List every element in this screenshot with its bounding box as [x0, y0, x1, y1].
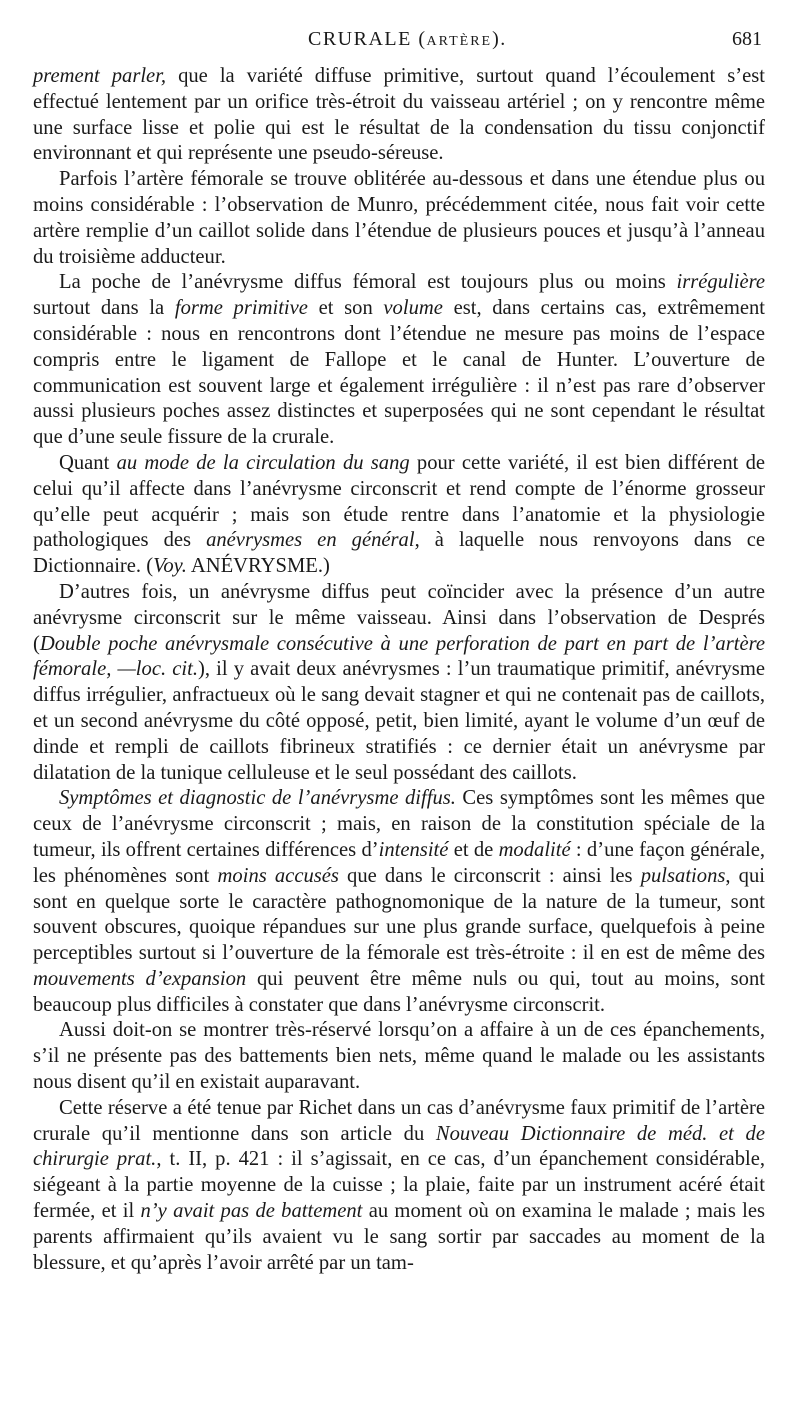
italic-run: mouvements d’expansion — [33, 967, 247, 990]
italic-run: Voy. — [153, 555, 187, 578]
text-run: , qui sont en quelque sorte le caractère pathognomonique de la nature de la tumeur, sont souvent obscures, quoique répandues sur une plus grande surface, quelquefois à peine perceptibles surtout si l’ouverture de la fémorale est très-étroite : il en est de même des — [33, 864, 765, 965]
italic-run: moins accusés — [217, 864, 339, 887]
italic-run: forme primitive — [174, 297, 308, 320]
italic-run: Symptômes et diagnostic de l’anévrysme diffus. — [59, 787, 456, 810]
text-run: Parfois l’artère fémorale se trouve oblitérée au-dessous et dans une étendue plus ou moins considérable : l’observation de Munro, précédemment citée, nous fait voir cette artère remplie d’un caillot solide dans l’étendue de plusieurs pouces et jusqu’à l’anneau du troisième adducteur. — [33, 168, 765, 268]
paragraph — [33, 167, 765, 270]
italic-run: irrégulière — [676, 271, 765, 294]
text-run: et de — [448, 838, 499, 861]
page-number: 681 — [732, 28, 762, 50]
italic-run: pulsations — [640, 864, 726, 887]
text-run: Quant — [59, 451, 117, 474]
text-run: , t. II, p. 421 : il s’agissait, en ce cas, d’un épanchement considérable, siégeant à la partie moyenne de la cuisse ; la plaie, faite par un instrument acéré était fermée, et il — [33, 1148, 765, 1223]
article-body — [33, 64, 765, 1276]
text-run: ), il y avait deux anévrysmes : l’un traumatique primitif, anévrysme diffus irrégulier, anfractueux où le sang devait stagner et qui ne contenait pas de caillots, et un second anévrysme du côté opposé, petit, bien limité, ayant le volume d’un œuf de dinde et rempli de caillots fibrineux stratifiés : ce dernier était un anévrysme par dilatation de la tunique celluleuse et le seul possédant des caillots. — [33, 658, 765, 784]
page-header — [0, 28, 800, 58]
italic-run: Nouveau Dictionnaire de méd. et de chirurgie prat. — [33, 1122, 765, 1171]
running-head — [308, 28, 507, 51]
text-run: Ces symptômes sont les mêmes que ceux de l’anévrysme circonscrit ; mais, en raison de la constitution spéciale de la tumeur, ils offrent certaines différences d’ — [33, 787, 765, 861]
italic-run: anévrysmes en général — [206, 529, 415, 552]
text-run: et son — [307, 297, 384, 320]
italic-run: Double poche anévrysmale consécutive à une perforation de part en part de l’artère fémorale, —loc. cit. — [33, 632, 765, 681]
paragraph — [33, 64, 765, 167]
paragraph — [33, 1018, 765, 1095]
text-run: que la variété diffuse primitive, surtout quand l’écoulement s’est effectué lentement par un orifice très-étroit du vaisseau artériel ; on y rencontre même une surface lisse et polie qui est le résultat de la condensation du tissu conjonctif environnant et qui représente une pseudo-séreuse. — [33, 65, 765, 165]
paragraph — [33, 451, 765, 580]
text-run: qui peuvent être même nuls ou qui, tout au moins, sont beaucoup plus difficiles à constater que dans l’anévrysme circonscrit. — [33, 967, 765, 1016]
paragraph — [33, 270, 765, 451]
text-run: surtout dans la — [33, 297, 175, 320]
text-run: Cette réserve a été tenue par Richet dans un cas d’anévrysme faux primitif de l’artère crurale qu’il mentionne dans son article du — [33, 1096, 765, 1145]
text-run: : d’une façon générale, les phénomènes sont — [33, 838, 766, 887]
text-run: , à laquelle nous renvoyons dans ce Dictionnaire. ( — [33, 529, 766, 578]
running-head-smallcaps: ARTÈRE — [426, 34, 493, 49]
text-run: ANÉVRYSME.) — [186, 555, 330, 578]
running-head-end: ). — [492, 28, 507, 50]
running-head-main: CRURALE ( — [308, 28, 427, 50]
text-run: Aussi doit-on se montrer très-réservé lorsqu’on a affaire à un de ces épanchements, s’il ne présente pas des battements bien nets, même quand le malade ou les assistants nous disent qu’il en existait auparavant. — [33, 1019, 765, 1094]
text-run: D’autres fois, un anévrysme diffus peut coïncider avec la présence d’un autre anévrysme circonscrit sur le même vaisseau. Ainsi dans l’observation de Després ( — [33, 580, 765, 655]
italic-run: modalité — [498, 838, 571, 861]
italic-run: intensité — [378, 838, 449, 861]
italic-run: n’y avait pas de battement — [140, 1200, 363, 1223]
italic-run: prement parler, — [33, 65, 167, 87]
text-run: au moment où on examina le malade ; mais les parents affirmaient qu’ils avaient vu le sang sortir par saccades au moment de la blessure, et qu’après l’avoir arrêté par un tam- — [33, 1200, 766, 1274]
text-run: est, dans certains cas, extrêmement considérable : nous en rencontrons dont l’étendue ne mesure pas moins de l’espace compris entre le ligament de Fallope et le canal de Hunter. L’ouverture de communication est souvent large et également irrégulière : il n’est pas rare d’observer aussi plusieurs poches assez distinctes et superposées qui ne sont cependant le résultat que d’une seule fissure de la crurale. — [33, 297, 766, 449]
text-run: La poche de l’anévrysme diffus fémoral est toujours plus ou moins — [59, 271, 677, 294]
text-run: que dans le circonscrit : ainsi les — [338, 864, 641, 887]
text-run: pour cette variété, il est bien différent de celui qu’il affecte dans l’anévrysme circonscrit et rend compte de l’énorme grosseur qu’elle peut acquérir ; mais son étude rentre dans l’anatomie et la physiologie pathologiques des — [33, 451, 766, 552]
paragraph — [33, 580, 765, 786]
paragraph — [33, 786, 765, 1018]
paragraph — [33, 1096, 765, 1277]
italic-run: volume — [383, 297, 443, 320]
italic-run: au mode de la circulation du sang — [116, 451, 410, 474]
